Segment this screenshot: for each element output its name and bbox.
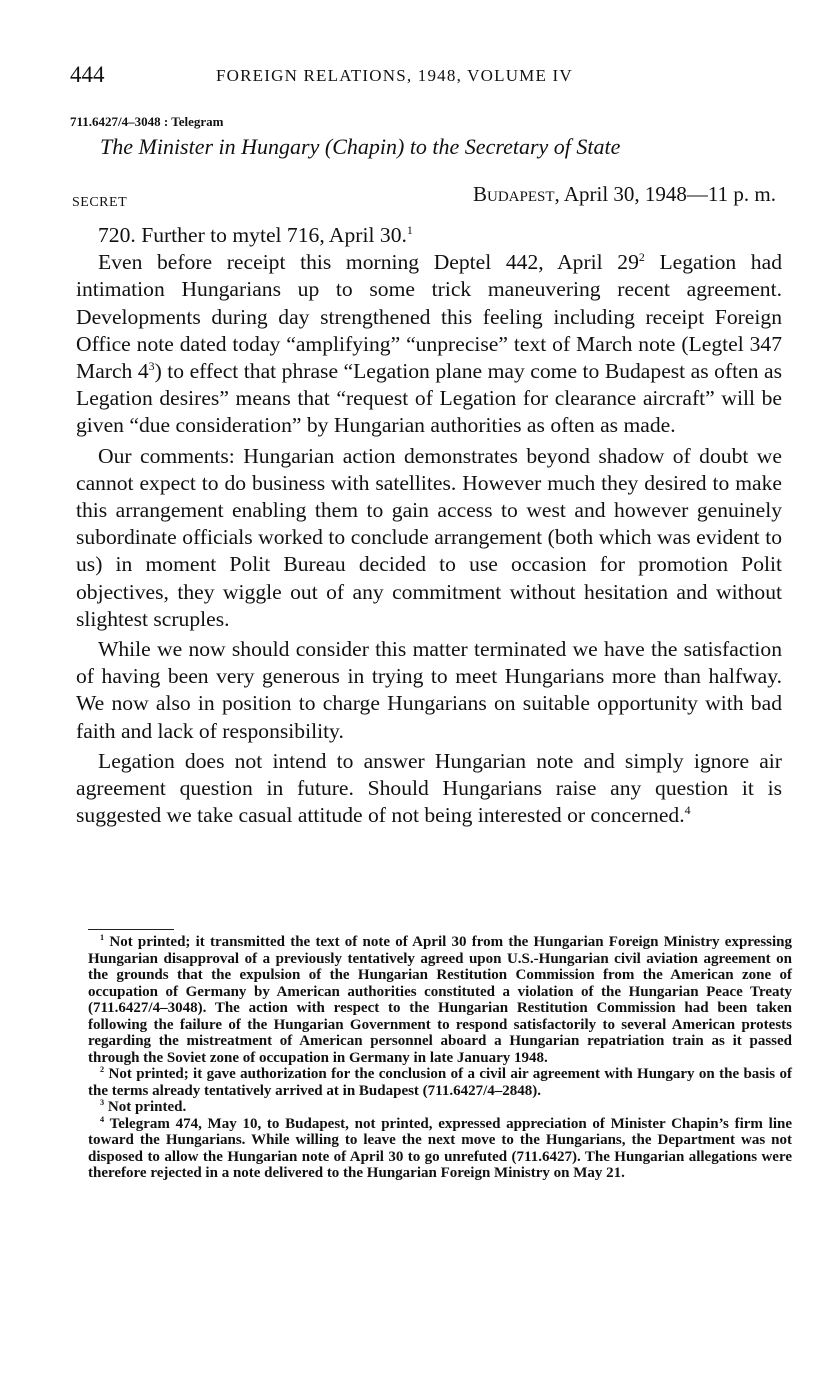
dateline-date: , April 30, 1948—11 p. m.	[554, 182, 776, 206]
body-paragraph-3: Our comments: Hungarian action demonstrates beyond shadow of doubt we cannot expect to do business with satellites. However much they desired to make this arrangement enabling them to gain access to west and however genuinely subordinate officials worked to conclude arrangement (both which was evident to us) in moment Polit Bureau decided to use occasion for promotion Polit objectives, they wiggle out of any commitment without hesitation and without slightest scruples.	[76, 443, 782, 631]
page-header	[70, 62, 778, 92]
classification-label: SECRET	[72, 195, 128, 210]
footnote-1: $^1$ Not printed; it transmitted the text of note of April 30 from the Hungarian Foreign Ministry expressing Hungarian disapproval of a previously tentatively agreed upon U.S.-Hungarian civil aviation agreement on the grounds that the expulsion of the Hungarian Restitution Commission from the American zone of occupation of Germany by American authorities constituted a violation of the Hungarian Peace Treaty (711.6427/4–3048). The action with respect to the Hungarian Restitution Commission had been taken following the failure of the Hungarian Government to respond satisfactorily to several American protests regarding the mistreatment of American personnel aboard a Hungarian repatriation train as it passed through the Soviet zone of occupation in Germany in late January 1948.	[88, 933, 793, 1066]
telegram-body	[76, 222, 782, 832]
body-paragraph-5: Legation does not intend to answer Hungarian note and simply ignore air agreement question in future. Should Hungarians raise any question it is suggested we take casual attitude of not being interested or concerned.$^4$	[76, 748, 782, 828]
footnote-ref-4: 4	[684, 803, 691, 818]
body-paragraph-2: Even before receipt this morning Deptel 442, April $29^2$ Legation had intimation Hungarians up to some trick maneuvering recent agreement. Developments during day strengthened this feeling including receipt Foreign Office note dated today “amplifying” “unprecise” text of March note (Legtel 347 March $4^3$) to effect that phrase “Legation plane may come to Budapest as often as Legation desires” means that “request of Legation for clearance aircraft” will be given “due consideration” by Hungarian authorities as often as made.	[76, 250, 782, 438]
running-head: FOREIGN RELATIONS, 1948, VOLUME IV	[216, 66, 573, 85]
footnote-divider	[88, 929, 174, 930]
footnote-ref-1: 1	[406, 222, 413, 237]
footnote-2: $^2$ Not printed; it gave authorization for the conclusion of a civil air agreement with Hungary on the basis of the terms already tentatively arrived at in Budapest (711.6427/4–2848).	[88, 1065, 793, 1099]
file-reference: 711.6427/4–3048 : Telegram	[70, 114, 224, 129]
footnote-ref-3: 3	[148, 358, 155, 373]
dateline	[473, 182, 776, 207]
footnote-ref-2: 2	[638, 250, 645, 265]
footnote-4: $^4$ Telegram 474, May 10, to Budapest, not printed, expressed appreciation of Minister Chapin’s firm line toward the Hungarians. While willing to leave the next move to the Hungarians, the Department was not disposed to allow the Hungarian note of April 30 to go unrefuted (711.6427). The Hungarian allegations were therefore rejected in a note delivered to the Hungarian Foreign Ministry on May 21.	[88, 1114, 792, 1181]
footnotes	[88, 934, 792, 1182]
dateline-place: Budapest	[473, 182, 555, 206]
document-title: The Minister in Hungary (Chapin) to the Secretary of State	[100, 134, 621, 159]
body-paragraph-1: 720. Further to mytel 716, April 30.$^1$	[98, 222, 413, 247]
page-number: 444	[70, 62, 105, 87]
footnote-3: $^3$ Not printed.	[100, 1098, 187, 1115]
body-paragraph-4: While we now should consider this matter terminated we have the satisfaction of having been very generous in trying to meet Hungarians more than halfway. We now also in position to charge Hungarians on suitable opportunity with bad faith and lack of responsibility.	[76, 637, 782, 743]
